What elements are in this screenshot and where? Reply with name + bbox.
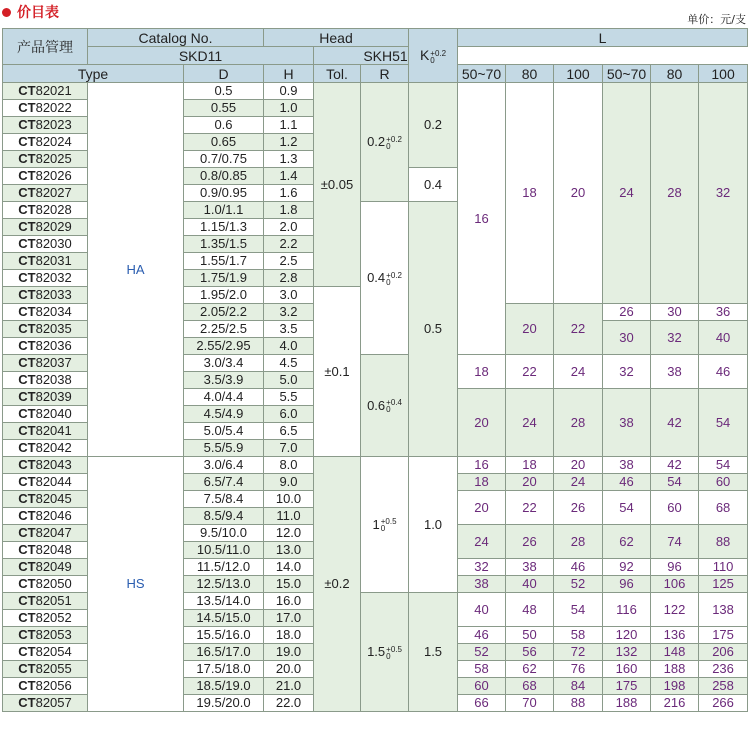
price-cell: 42 xyxy=(651,457,699,474)
price-cell: 122 xyxy=(651,593,699,627)
d-cell: 17.5/18.0 xyxy=(184,661,264,678)
price-cell: 22 xyxy=(554,304,603,355)
header-len-skh-b: 80 xyxy=(651,65,699,83)
price-cell: 54 xyxy=(603,491,651,525)
d-cell: 12.5/13.0 xyxy=(184,576,264,593)
price-cell: 38 xyxy=(651,355,699,389)
price-cell: 18 xyxy=(506,457,554,474)
price-cell: 136 xyxy=(651,627,699,644)
price-cell: 38 xyxy=(603,457,651,474)
price-cell: 60 xyxy=(458,678,506,695)
price-cell: 18 xyxy=(458,355,506,389)
h-cell: 1.4 xyxy=(264,168,314,185)
price-cell: 46 xyxy=(699,355,748,389)
d-cell: 16.5/17.0 xyxy=(184,644,264,661)
catalog-cell: CT82039 xyxy=(3,389,88,406)
h-cell: 11.0 xyxy=(264,508,314,525)
d-cell: 1.35/1.5 xyxy=(184,236,264,253)
d-cell: 8.5/9.4 xyxy=(184,508,264,525)
catalog-cell: CT82032 xyxy=(3,270,88,287)
price-cell: 54 xyxy=(651,474,699,491)
catalog-cell: CT82026 xyxy=(3,168,88,185)
catalog-cell: CT82033 xyxy=(3,287,88,304)
d-cell: 2.25/2.5 xyxy=(184,321,264,338)
h-cell: 5.0 xyxy=(264,372,314,389)
price-cell: 16 xyxy=(458,457,506,474)
d-cell: 4.5/4.9 xyxy=(184,406,264,423)
price-cell: 60 xyxy=(699,474,748,491)
page-title xyxy=(2,2,59,22)
header-type: Type xyxy=(3,65,184,83)
price-cell: 24 xyxy=(554,355,603,389)
price-cell: 24 xyxy=(554,474,603,491)
price-cell: 175 xyxy=(603,678,651,695)
k-cell: 1.5 xyxy=(409,593,458,712)
d-cell: 1.75/1.9 xyxy=(184,270,264,287)
price-cell: 76 xyxy=(554,661,603,678)
price-cell: 62 xyxy=(603,525,651,559)
k-cell: 1.0 xyxy=(409,457,458,593)
price-cell: 138 xyxy=(699,593,748,627)
d-cell: 0.65 xyxy=(184,134,264,151)
price-table xyxy=(2,28,748,712)
catalog-cell: CT82034 xyxy=(3,304,88,321)
h-cell: 4.0 xyxy=(264,338,314,355)
bullet-dot-icon xyxy=(2,8,11,17)
price-cell: 68 xyxy=(506,678,554,695)
price-cell: 58 xyxy=(458,661,506,678)
price-cell: 74 xyxy=(651,525,699,559)
d-cell: 11.5/12.0 xyxy=(184,559,264,576)
catalog-cell: CT82028 xyxy=(3,202,88,219)
price-cell: 32 xyxy=(651,321,699,355)
price-cell: 20 xyxy=(458,389,506,457)
price-cell: 50 xyxy=(506,627,554,644)
price-cell: 40 xyxy=(506,576,554,593)
price-cell: 54 xyxy=(554,593,603,627)
price-cell: 120 xyxy=(603,627,651,644)
catalog-cell: CT82038 xyxy=(3,372,88,389)
price-cell: 92 xyxy=(603,559,651,576)
d-cell: 1.95/2.0 xyxy=(184,287,264,304)
price-cell: 96 xyxy=(651,559,699,576)
price-cell: 30 xyxy=(603,321,651,355)
catalog-cell: CT82054 xyxy=(3,644,88,661)
catalog-cell: CT82050 xyxy=(3,576,88,593)
price-cell: 258 xyxy=(699,678,748,695)
d-cell: 0.8/0.85 xyxy=(184,168,264,185)
price-cell: 66 xyxy=(458,695,506,712)
header-len-skd-a: 50~70 xyxy=(458,65,506,83)
d-cell: 0.7/0.75 xyxy=(184,151,264,168)
header-len-skh-a: 50~70 xyxy=(603,65,651,83)
price-cell: 16 xyxy=(458,83,506,355)
price-cell: 62 xyxy=(506,661,554,678)
price-cell: 32 xyxy=(603,355,651,389)
catalog-cell: CT82021 xyxy=(3,83,88,100)
price-cell: 32 xyxy=(699,83,748,304)
h-cell: 13.0 xyxy=(264,542,314,559)
h-cell: 2.2 xyxy=(264,236,314,253)
d-cell: 0.6 xyxy=(184,117,264,134)
catalog-cell: CT82057 xyxy=(3,695,88,712)
price-cell: 20 xyxy=(554,457,603,474)
d-cell: 5.5/5.9 xyxy=(184,440,264,457)
price-cell: 20 xyxy=(506,474,554,491)
d-cell: 14.5/15.0 xyxy=(184,610,264,627)
h-cell: 3.5 xyxy=(264,321,314,338)
header-h: H xyxy=(264,65,314,83)
d-cell: 9.5/10.0 xyxy=(184,525,264,542)
type-cell-hs: HS xyxy=(88,457,184,712)
h-cell: 1.3 xyxy=(264,151,314,168)
d-cell: 3.0/3.4 xyxy=(184,355,264,372)
price-cell: 236 xyxy=(699,661,748,678)
price-cell: 188 xyxy=(603,695,651,712)
price-cell: 125 xyxy=(699,576,748,593)
d-cell: 1.15/1.3 xyxy=(184,219,264,236)
price-cell: 96 xyxy=(603,576,651,593)
d-cell: 10.5/11.0 xyxy=(184,542,264,559)
h-cell: 20.0 xyxy=(264,661,314,678)
catalog-cell: CT82048 xyxy=(3,542,88,559)
price-cell: 46 xyxy=(458,627,506,644)
tol-cell: ±0.05 xyxy=(314,83,361,287)
h-cell: 1.6 xyxy=(264,185,314,202)
d-cell: 1.0/1.1 xyxy=(184,202,264,219)
h-cell: 8.0 xyxy=(264,457,314,474)
price-cell: 24 xyxy=(506,389,554,457)
k-cell: 0.2 xyxy=(409,83,458,168)
price-cell: 216 xyxy=(651,695,699,712)
price-cell: 206 xyxy=(699,644,748,661)
header-tol: Tol. xyxy=(314,65,361,83)
h-cell: 6.0 xyxy=(264,406,314,423)
price-cell: 106 xyxy=(651,576,699,593)
price-cell: 46 xyxy=(554,559,603,576)
catalog-cell: CT82029 xyxy=(3,219,88,236)
r-cell: 0.2 +0.2 0 xyxy=(361,83,409,202)
d-cell: 2.55/2.95 xyxy=(184,338,264,355)
h-cell: 15.0 xyxy=(264,576,314,593)
header-l: L xyxy=(458,29,748,47)
price-cell: 52 xyxy=(554,576,603,593)
d-cell: 13.5/14.0 xyxy=(184,593,264,610)
d-cell: 3.0/6.4 xyxy=(184,457,264,474)
price-cell: 28 xyxy=(554,525,603,559)
catalog-cell: CT82040 xyxy=(3,406,88,423)
catalog-cell: CT82031 xyxy=(3,253,88,270)
tol-cell: ±0.1 xyxy=(314,287,361,457)
h-cell: 18.0 xyxy=(264,627,314,644)
d-cell: 0.9/0.95 xyxy=(184,185,264,202)
price-cell: 132 xyxy=(603,644,651,661)
price-cell: 266 xyxy=(699,695,748,712)
catalog-cell: CT82045 xyxy=(3,491,88,508)
h-cell: 12.0 xyxy=(264,525,314,542)
k-cell: 0.4 xyxy=(409,168,458,202)
catalog-cell: CT82037 xyxy=(3,355,88,372)
price-cell: 32 xyxy=(458,559,506,576)
d-cell: 0.55 xyxy=(184,100,264,117)
price-cell: 20 xyxy=(458,491,506,525)
catalog-cell: CT82049 xyxy=(3,559,88,576)
price-cell: 18 xyxy=(458,474,506,491)
h-cell: 1.1 xyxy=(264,117,314,134)
price-cell: 88 xyxy=(699,525,748,559)
header-product-mgmt: 产品管理 xyxy=(3,29,88,65)
catalog-cell: CT82036 xyxy=(3,338,88,355)
price-cell: 28 xyxy=(651,83,699,304)
h-cell: 10.0 xyxy=(264,491,314,508)
price-cell: 198 xyxy=(651,678,699,695)
r-cell: 1.5 +0.5 0 xyxy=(361,593,409,712)
h-cell: 21.0 xyxy=(264,678,314,695)
header-skd11: SKD11 xyxy=(88,47,314,65)
catalog-cell: CT82030 xyxy=(3,236,88,253)
h-cell: 17.0 xyxy=(264,610,314,627)
price-cell: 54 xyxy=(699,457,748,474)
price-cell: 20 xyxy=(506,304,554,355)
price-cell: 42 xyxy=(651,389,699,457)
catalog-cell: CT82047 xyxy=(3,525,88,542)
h-cell: 2.0 xyxy=(264,219,314,236)
h-cell: 2.8 xyxy=(264,270,314,287)
table-row xyxy=(3,83,748,100)
catalog-cell: CT82023 xyxy=(3,117,88,134)
header-catalog-no: Catalog No. xyxy=(88,29,264,47)
type-cell-ha: HA xyxy=(88,83,184,457)
price-cell: 26 xyxy=(554,491,603,525)
price-cell: 20 xyxy=(554,83,603,304)
price-cell: 38 xyxy=(506,559,554,576)
d-cell: 7.5/8.4 xyxy=(184,491,264,508)
h-cell: 22.0 xyxy=(264,695,314,712)
h-cell: 1.0 xyxy=(264,100,314,117)
d-cell: 15.5/16.0 xyxy=(184,627,264,644)
price-cell: 40 xyxy=(458,593,506,627)
price-cell: 26 xyxy=(506,525,554,559)
price-cell: 70 xyxy=(506,695,554,712)
page-title-text: 价目表 xyxy=(17,5,59,21)
price-cell: 54 xyxy=(699,389,748,457)
price-cell: 148 xyxy=(651,644,699,661)
price-cell: 46 xyxy=(603,474,651,491)
d-cell: 2.05/2.2 xyxy=(184,304,264,321)
price-cell: 84 xyxy=(554,678,603,695)
h-cell: 7.0 xyxy=(264,440,314,457)
catalog-cell: CT82052 xyxy=(3,610,88,627)
price-cell: 110 xyxy=(699,559,748,576)
h-cell: 14.0 xyxy=(264,559,314,576)
d-cell: 4.0/4.4 xyxy=(184,389,264,406)
h-cell: 1.2 xyxy=(264,134,314,151)
price-cell: 24 xyxy=(603,83,651,304)
price-cell: 22 xyxy=(506,355,554,389)
d-cell: 5.0/5.4 xyxy=(184,423,264,440)
price-cell: 38 xyxy=(458,576,506,593)
table-row xyxy=(3,457,748,474)
h-cell: 9.0 xyxy=(264,474,314,491)
price-cell: 48 xyxy=(506,593,554,627)
d-cell: 0.5 xyxy=(184,83,264,100)
h-cell: 4.5 xyxy=(264,355,314,372)
r-cell: 0.4 +0.2 0 xyxy=(361,202,409,355)
h-cell: 5.5 xyxy=(264,389,314,406)
catalog-cell: CT82025 xyxy=(3,151,88,168)
catalog-cell: CT82042 xyxy=(3,440,88,457)
price-cell: 160 xyxy=(603,661,651,678)
price-cell: 40 xyxy=(699,321,748,355)
catalog-cell: CT82055 xyxy=(3,661,88,678)
r-cell: 1 +0.5 0 xyxy=(361,457,409,593)
k-cell: 0.5 xyxy=(409,202,458,457)
d-cell: 1.55/1.7 xyxy=(184,253,264,270)
h-cell: 19.0 xyxy=(264,644,314,661)
catalog-cell: CT82043 xyxy=(3,457,88,474)
h-cell: 2.5 xyxy=(264,253,314,270)
price-cell: 88 xyxy=(554,695,603,712)
price-cell: 24 xyxy=(458,525,506,559)
price-cell: 116 xyxy=(603,593,651,627)
h-cell: 6.5 xyxy=(264,423,314,440)
price-cell: 18 xyxy=(506,83,554,304)
catalog-cell: CT82022 xyxy=(3,100,88,117)
price-cell: 68 xyxy=(699,491,748,525)
price-cell: 26 xyxy=(603,304,651,321)
catalog-cell: CT82046 xyxy=(3,508,88,525)
price-cell: 175 xyxy=(699,627,748,644)
h-cell: 1.8 xyxy=(264,202,314,219)
catalog-cell: CT82053 xyxy=(3,627,88,644)
price-cell: 60 xyxy=(651,491,699,525)
price-cell: 72 xyxy=(554,644,603,661)
price-cell: 22 xyxy=(506,491,554,525)
price-cell: 188 xyxy=(651,661,699,678)
price-cell: 56 xyxy=(506,644,554,661)
price-cell: 28 xyxy=(554,389,603,457)
price-cell: 38 xyxy=(603,389,651,457)
catalog-cell: CT82024 xyxy=(3,134,88,151)
header-k: K +0.2 0 xyxy=(409,29,458,83)
catalog-cell: CT82051 xyxy=(3,593,88,610)
header-skh51: SKH51 xyxy=(314,47,458,65)
h-cell: 0.9 xyxy=(264,83,314,100)
header-len-skd-c: 100 xyxy=(554,65,603,83)
price-cell: 58 xyxy=(554,627,603,644)
d-cell: 6.5/7.4 xyxy=(184,474,264,491)
d-cell: 19.5/20.0 xyxy=(184,695,264,712)
header-len-skh-c: 100 xyxy=(699,65,748,83)
tol-cell: ±0.2 xyxy=(314,457,361,712)
unit-label: 单价：元/支 xyxy=(687,13,746,26)
catalog-cell: CT82056 xyxy=(3,678,88,695)
h-cell: 3.2 xyxy=(264,304,314,321)
d-cell: 3.5/3.9 xyxy=(184,372,264,389)
h-cell: 16.0 xyxy=(264,593,314,610)
header-head: Head xyxy=(264,29,409,47)
catalog-cell: CT82035 xyxy=(3,321,88,338)
header-len-skd-b: 80 xyxy=(506,65,554,83)
header-r: R xyxy=(361,65,409,83)
catalog-cell: CT82044 xyxy=(3,474,88,491)
header-d: D xyxy=(184,65,264,83)
r-cell: 0.6 +0.4 0 xyxy=(361,355,409,457)
price-cell: 36 xyxy=(699,304,748,321)
price-cell: 30 xyxy=(651,304,699,321)
d-cell: 18.5/19.0 xyxy=(184,678,264,695)
catalog-cell: CT82027 xyxy=(3,185,88,202)
h-cell: 3.0 xyxy=(264,287,314,304)
price-cell: 52 xyxy=(458,644,506,661)
catalog-cell: CT82041 xyxy=(3,423,88,440)
